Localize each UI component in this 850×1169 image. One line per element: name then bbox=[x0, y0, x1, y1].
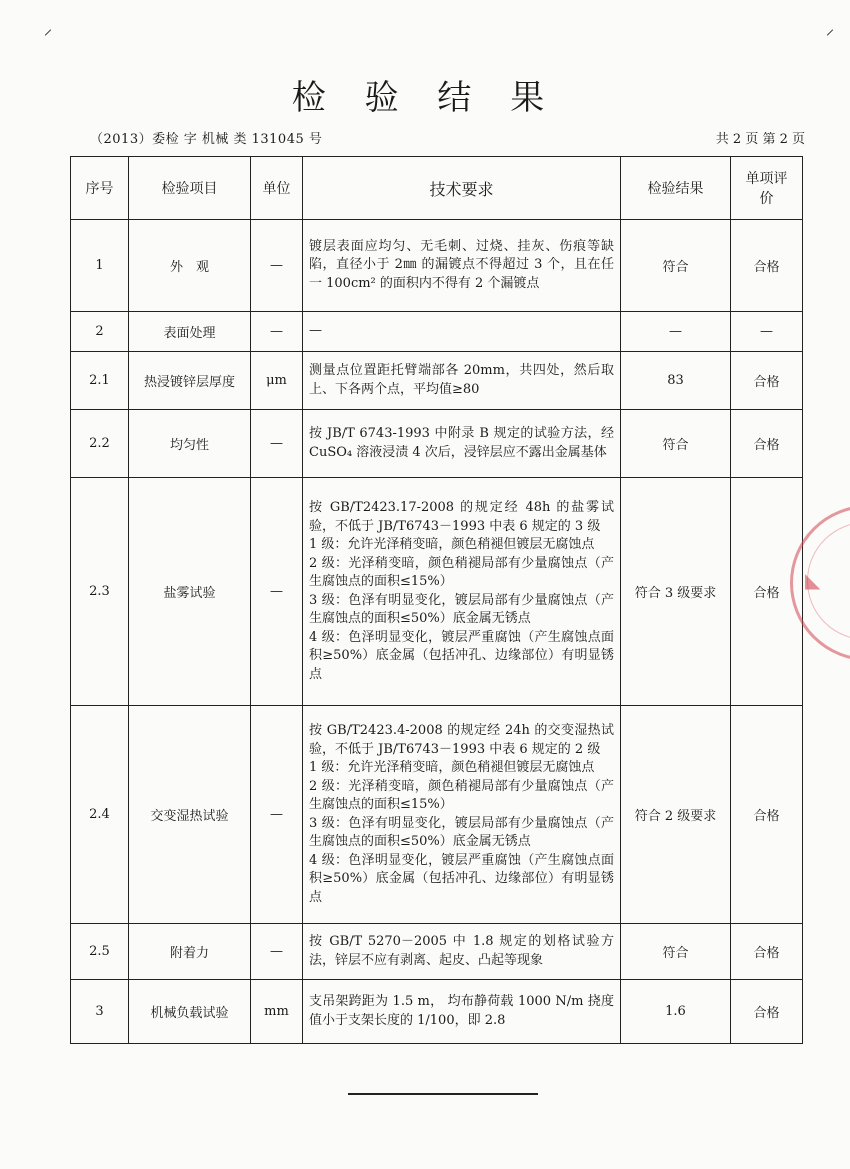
row-number: 2.4 bbox=[71, 706, 129, 924]
row-item: 机械负载试验 bbox=[129, 980, 251, 1044]
table-row bbox=[71, 352, 803, 410]
col-header-requirement: 技术要求 bbox=[303, 157, 621, 220]
row-number: 1 bbox=[71, 220, 129, 312]
col-header-unit: 单位 bbox=[251, 157, 303, 220]
col-header-no: 序号 bbox=[71, 157, 129, 220]
row-number: 2.2 bbox=[71, 410, 129, 478]
row-number: 2.5 bbox=[71, 924, 129, 980]
row-result: 符合 bbox=[621, 220, 731, 312]
row-unit: μm bbox=[251, 352, 303, 410]
row-item: 附着力 bbox=[129, 924, 251, 980]
table-row bbox=[71, 924, 803, 980]
row-number: 2 bbox=[71, 312, 129, 352]
page-info: 共 2 页 第 2 页 bbox=[715, 132, 805, 147]
row-requirement: 按 GB/T2423.4-2008 的规定经 24h 的交变湿热试验，不低于 JB/T6743－1993 中表 6 规定的 2 级 1 级：允许光泽稍变暗，颜色稍褪但镀层无腐蚀点 2 级：光泽稍变暗，颜色稍褪局部有少量腐蚀点（产生腐蚀点的面积≤15%） 3 级：色泽有明显变化，镀层局部有少量腐蚀点（产生腐蚀点的面积≤50%）底金属无锈点 4 级：色泽明显变化，镀层严重腐蚀（产生腐蚀点面积≥50%）底金属（包括冲孔、边缘部位）有明显锈点 bbox=[303, 706, 621, 924]
row-requirement: 按 GB/T 5270－2005 中 1.8 规定的划格试验方法，锌层不应有剥离、起皮、凸起等现象 bbox=[303, 924, 621, 980]
row-result: 符合 bbox=[621, 924, 731, 980]
inspection-seal: ◣ bbox=[790, 505, 850, 661]
row-unit: — bbox=[251, 478, 303, 706]
row-evaluation: 合格 bbox=[731, 352, 803, 410]
table-row bbox=[71, 312, 803, 352]
row-result: — bbox=[621, 312, 731, 352]
row-requirement: 测量点位置距托臂端部各 20mm，共四处，然后取上、下各两个点，平均值≥80 bbox=[303, 352, 621, 410]
row-evaluation: — bbox=[731, 312, 803, 352]
row-result: 符合 bbox=[621, 410, 731, 478]
table-row bbox=[71, 706, 803, 924]
row-result: 符合 3 级要求 bbox=[621, 478, 731, 706]
row-unit: — bbox=[251, 410, 303, 478]
row-item: 表面处理 bbox=[129, 312, 251, 352]
footer-divider bbox=[348, 1093, 538, 1095]
table-header-row bbox=[71, 157, 803, 220]
row-result: 符合 2 级要求 bbox=[621, 706, 731, 924]
row-item: 均匀性 bbox=[129, 410, 251, 478]
row-evaluation: 合格 bbox=[731, 924, 803, 980]
row-evaluation: 合格 bbox=[731, 706, 803, 924]
row-evaluation: 合格 bbox=[731, 478, 803, 706]
document-number: （2013）委检 字 机械 类 131045 号 bbox=[90, 132, 323, 147]
row-unit: — bbox=[251, 220, 303, 312]
corner-mark bbox=[827, 29, 833, 35]
row-number: 3 bbox=[71, 980, 129, 1044]
col-header-result: 检验结果 bbox=[621, 157, 731, 220]
row-result: 1.6 bbox=[621, 980, 731, 1044]
row-evaluation: 合格 bbox=[731, 410, 803, 478]
table-row bbox=[71, 410, 803, 478]
row-requirement: — bbox=[303, 312, 621, 352]
row-item: 热浸镀锌层厚度 bbox=[129, 352, 251, 410]
report-title: 检 验 结 果 bbox=[291, 78, 559, 118]
table-row bbox=[71, 478, 803, 706]
row-item: 盐雾试验 bbox=[129, 478, 251, 706]
row-unit: — bbox=[251, 924, 303, 980]
table-row bbox=[71, 980, 803, 1044]
row-unit: — bbox=[251, 706, 303, 924]
results-table bbox=[70, 156, 803, 1044]
row-unit: mm bbox=[251, 980, 303, 1044]
row-requirement: 按 GB/T2423.17-2008 的规定经 48h 的盐雾试验，不低于 JB/T6743－1993 中表 6 规定的 3 级 1 级：允许光泽稍变暗，颜色稍褪但镀层无腐蚀点 2 级：光泽稍变暗，颜色稍褪局部有少量腐蚀点（产生腐蚀点的面积≤15%） 3 级：色泽有明显变化，镀层局部有少量腐蚀点（产生腐蚀点的面积≤50%）底金属无锈点 4 级：色泽明显变化，镀层严重腐蚀（产生腐蚀点面积≥50%）底金属（包括冲孔、边缘部位）有明显锈点 bbox=[303, 478, 621, 706]
row-item: 外 观 bbox=[129, 220, 251, 312]
row-result: 83 bbox=[621, 352, 731, 410]
corner-mark bbox=[45, 29, 51, 35]
col-header-evaluation: 单项评价 bbox=[731, 157, 803, 220]
col-header-item: 检验项目 bbox=[129, 157, 251, 220]
row-requirement: 支吊架跨距为 1.5 m， 均布静荷载 1000 N/m 挠度值小于支架长度的 1/100，即 2.8 bbox=[303, 980, 621, 1044]
row-number: 2.3 bbox=[71, 478, 129, 706]
row-unit: — bbox=[251, 312, 303, 352]
row-requirement: 镀层表面应均匀、无毛刺、过烧、挂灰、伤痕等缺陷，直径小于 2㎜ 的漏镀点不得超过 3 个，且在任一 100cm² 的面积内不得有 2 个漏镀点 bbox=[303, 220, 621, 312]
row-item: 交变湿热试验 bbox=[129, 706, 251, 924]
row-requirement: 按 JB/T 6743-1993 中附录 B 规定的试验方法，经 CuSO₄ 溶液浸渍 4 次后，浸锌层应不露出金属基体 bbox=[303, 410, 621, 478]
row-evaluation: 合格 bbox=[731, 980, 803, 1044]
row-number: 2.1 bbox=[71, 352, 129, 410]
row-evaluation: 合格 bbox=[731, 220, 803, 312]
table-row bbox=[71, 220, 803, 312]
